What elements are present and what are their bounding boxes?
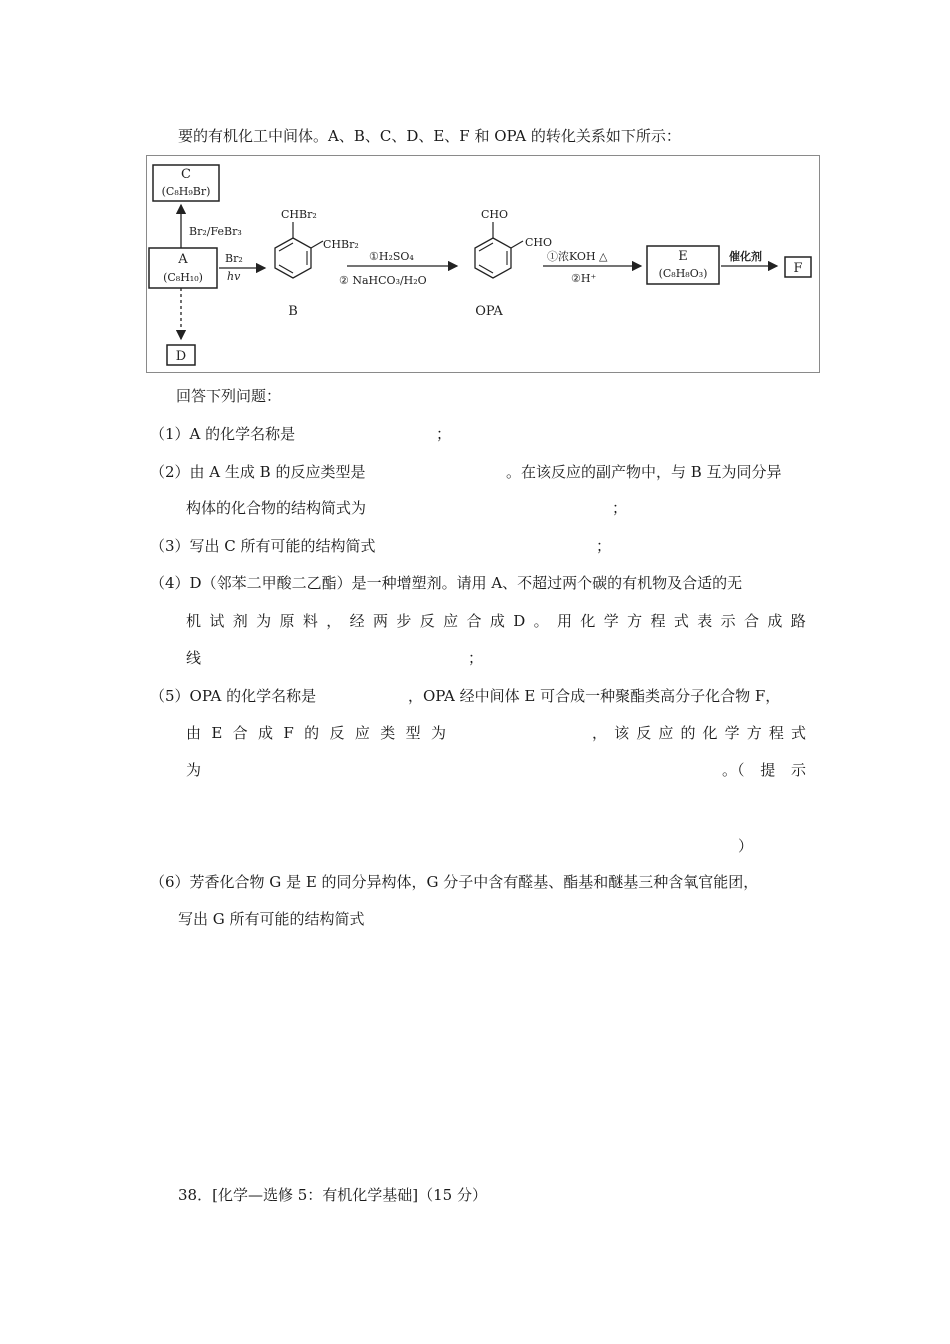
reaction-scheme-diagram: [146, 155, 820, 373]
q2-line2-tail: ；: [612, 499, 628, 517]
q4-line3: 线: [186, 649, 202, 667]
q5-line3: 为: [186, 761, 202, 779]
q38-heading: 38．[化学—选修 5：有机化学基础]（15 分）: [178, 1186, 487, 1204]
q5-line2-left: 由 E 合 成 F 的 反 应 类 型 为: [186, 724, 446, 742]
opa-substituent-2: CHO: [525, 236, 553, 249]
box-c-label: C: [181, 167, 191, 182]
molecule-opa: [475, 222, 523, 278]
q5-close-paren: ）: [738, 837, 754, 855]
q2-line2: 构体的化合物的结构简式为: [186, 499, 367, 517]
q5-line2-right: ， 该 反 应 的 化 学 方 程 式: [592, 724, 806, 742]
q4-line1: （4）D（邻苯二甲酸二乙酯）是一种增塑剂。请用 A、不超过两个碳的有机物及合适的无: [150, 574, 743, 592]
q3-text: （3）写出 C 所有可能的结构简式: [150, 537, 376, 555]
reaction-scheme-svg: [147, 156, 819, 372]
q5-line1-b: ，OPA 经中间体 E 可合成一种聚酯类高分子化合物 F，: [408, 687, 781, 705]
reagent-h2so4: ①H₂SO₄: [369, 250, 414, 263]
q6-line2: 写出 G 所有可能的结构简式: [178, 910, 365, 928]
box-a-formula: (C₈H₁₀): [163, 271, 203, 284]
q5-line3-tail: 。（ 提 示: [722, 761, 806, 779]
q4-line2: 机 试 剂 为 原 料 ， 经 两 步 反 应 合 成 D 。 用 化 学 方 程 式 表 示 合 成 路: [186, 612, 806, 630]
box-c-formula: (C₈H₉Br): [161, 185, 211, 198]
q3-tail: ；: [596, 537, 612, 555]
box-d-label: D: [175, 349, 187, 364]
b-substituent-2: CHBr₂: [323, 238, 359, 251]
label-opa: OPA: [475, 304, 503, 319]
reagent-nahco3: ② NaHCO₃/H₂O: [339, 274, 427, 287]
q4-line3-tail: ；: [468, 649, 484, 667]
box-a-label: A: [178, 252, 188, 267]
q6-line1: （6）芳香化合物 G 是 E 的同分异构体，G 分子中含有醛基、酯基和醚基三种含氧官能团，: [150, 873, 759, 891]
reagent-br2: Br₂: [225, 252, 243, 265]
intro-text: 要的有机化工中间体。A、B、C、D、E、F 和 OPA 的转化关系如下所示：: [178, 127, 681, 145]
box-e-label: E: [678, 249, 688, 264]
opa-substituent-1: CHO: [481, 208, 509, 221]
reagent-hv: hv: [227, 270, 241, 283]
q2-line1-a: （2）由 A 生成 B 的反应类型是: [150, 463, 366, 481]
b-substituent-1: CHBr₂: [281, 208, 317, 221]
q2-line1-b: 。在该反应的副产物中，与 B 互为同分异: [506, 463, 782, 481]
answer-prompt: 回答下列问题：: [176, 387, 282, 405]
reagent-catalyst: 催化剂: [729, 250, 762, 263]
q1-text: （1）A 的化学名称是: [150, 425, 296, 443]
box-f-label: F: [793, 261, 803, 276]
q5-line1-a: （5）OPA 的化学名称是: [150, 687, 317, 705]
reagent-br2-febr3: Br₂/FeBr₃: [189, 225, 242, 238]
label-b: B: [288, 304, 298, 319]
box-e-formula: (C₈H₈O₃): [658, 267, 708, 280]
q1-tail: ；: [436, 425, 452, 443]
reagent-koh: ①浓KOH △: [547, 250, 608, 263]
reagent-h-plus: ②H⁺: [571, 272, 597, 285]
molecule-b: [275, 222, 323, 278]
